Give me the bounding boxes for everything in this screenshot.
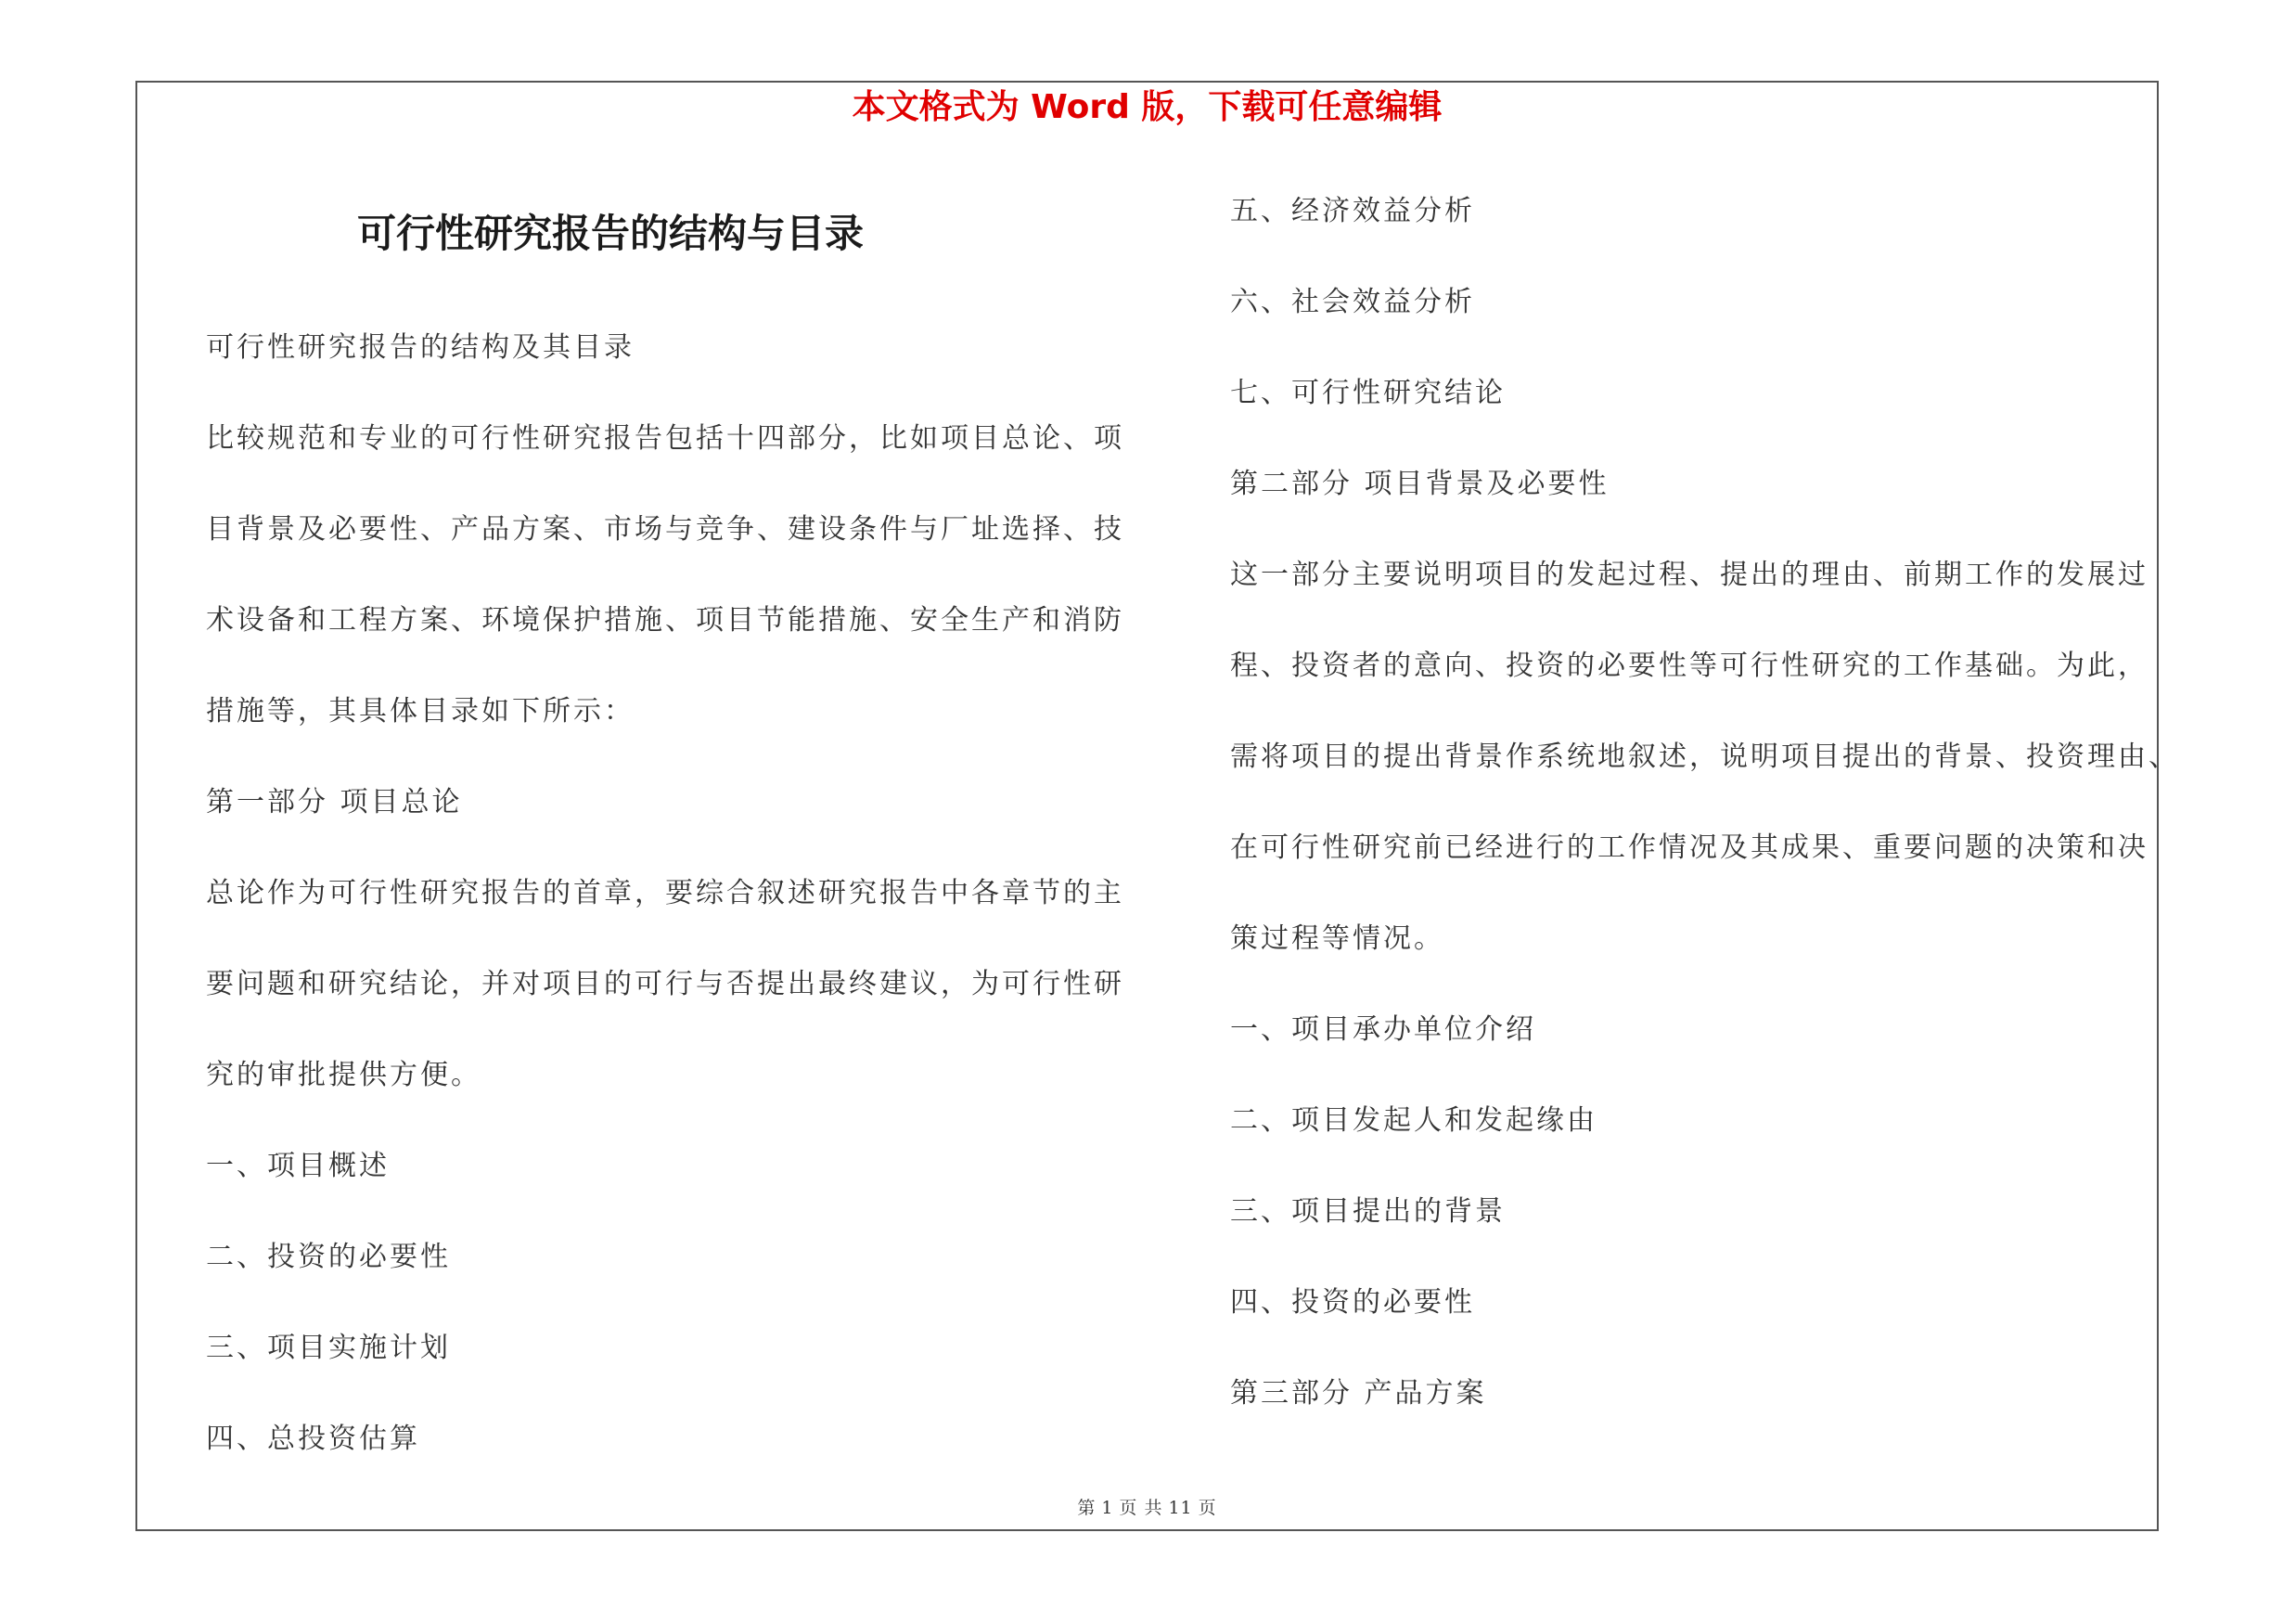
list-item: 六、社会效益分析: [1230, 286, 1475, 318]
list-item: 一、项目概述: [206, 1150, 390, 1182]
footer-prefix: 第: [1077, 1498, 1097, 1518]
footer-page-number: 1: [1101, 1498, 1114, 1518]
list-item: 四、投资的必要性: [1230, 1286, 1475, 1319]
paragraph: 目背景及必要性、产品方案、市场与竞争、建设条件与厂址选择、技: [206, 513, 1124, 546]
paragraph: 需将项目的提出背景作系统地叙述，说明项目提出的背景、投资理由、: [1230, 741, 2179, 773]
paragraph: 究的审批提供方便。: [206, 1059, 481, 1091]
page-footer: [135, 1496, 2159, 1520]
paragraph: 策过程等情况。: [1230, 922, 1444, 955]
paragraph: 措施等，其具体目录如下所示：: [206, 695, 635, 728]
list-item: 五、经济效益分析: [1230, 195, 1475, 227]
left-column: [206, 303, 1124, 1485]
paragraph: 这一部分主要说明项目的发起过程、提出的理由、前期工作的发展过: [1230, 559, 2148, 591]
list-item: 三、项目提出的背景: [1230, 1195, 1506, 1228]
list-item: 二、项目发起人和发起缘由: [1230, 1104, 1597, 1137]
list-item: 一、项目承办单位介绍: [1230, 1013, 1536, 1046]
paragraph: 在可行性研究前已经进行的工作情况及其成果、重要问题的决策和决: [1230, 831, 2148, 864]
paragraph: 术设备和工程方案、环境保护措施、项目节能措施、安全生产和消防: [206, 604, 1124, 637]
footer-middle: 页 共: [1119, 1498, 1163, 1518]
paragraph: 要问题和研究结论，并对项目的可行与否提出最终建议，为可行性研: [206, 968, 1124, 1000]
right-column: [1230, 166, 2179, 1439]
footer-total-pages: 11: [1168, 1498, 1193, 1518]
paragraph: 可行性研究报告的结构及其目录: [206, 331, 635, 364]
list-item: 三、项目实施计划: [206, 1332, 451, 1364]
footer-suffix: 页: [1198, 1498, 1217, 1518]
paragraph: 总论作为可行性研究报告的首章，要综合叙述研究报告中各章节的主: [206, 877, 1124, 909]
list-item: 七、可行性研究结论: [1230, 377, 1506, 409]
paragraph: 比较规范和专业的可行性研究报告包括十四部分，比如项目总论、项: [206, 422, 1124, 455]
document-title: 可行性研究报告的结构与目录: [357, 211, 865, 256]
section-heading: 第二部分 项目背景及必要性: [1230, 468, 1610, 500]
list-item: 二、投资的必要性: [206, 1241, 451, 1273]
list-item: 四、总投资估算: [206, 1423, 420, 1455]
paragraph: 程、投资者的意向、投资的必要性等可行性研究的工作基础。为此，: [1230, 650, 2148, 682]
section-heading: 第一部分 项目总论: [206, 786, 463, 818]
banner-text: 本文格式为 Word 版，下载可任意编辑: [852, 88, 1443, 126]
section-heading: 第三部分 产品方案: [1230, 1377, 1487, 1410]
